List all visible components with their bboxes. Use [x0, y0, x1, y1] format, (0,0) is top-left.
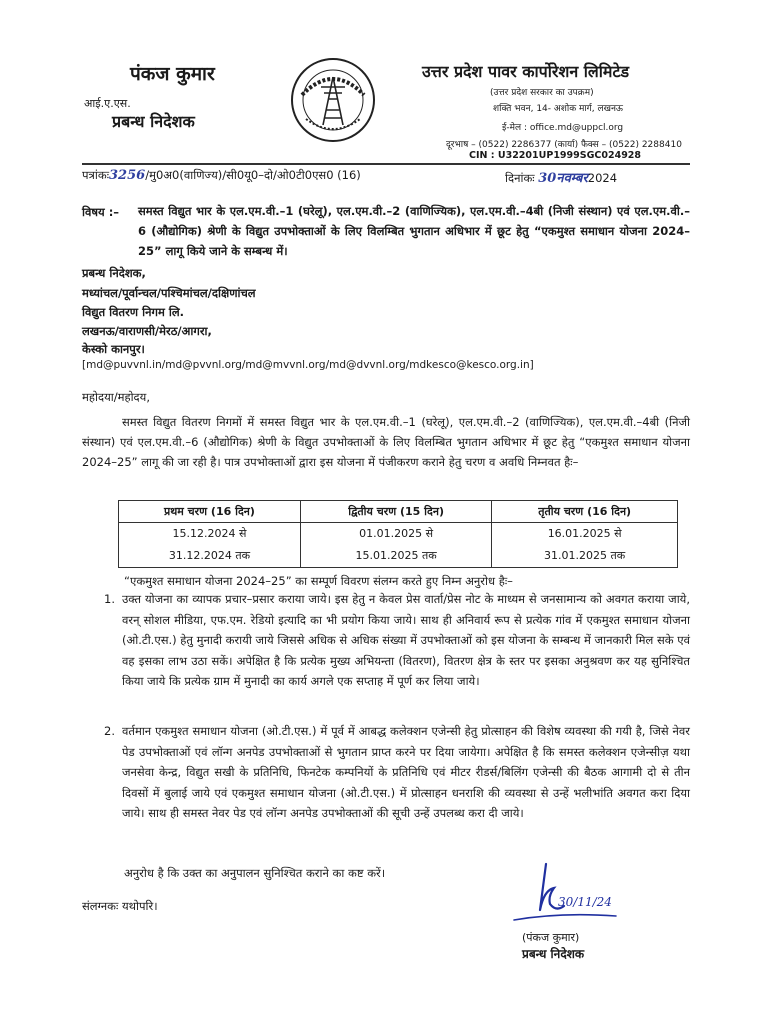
schedule-header-row — [119, 501, 678, 523]
power-tower-icon — [321, 77, 345, 125]
handwritten-signature — [510, 860, 620, 930]
list-item-2: वर्तमान एकमुश्त समाधान योजना (ओ.टी.एस.) में पूर्व में आबद्ध कलेक्शन एजेन्सी हेतु प्रोत्साहन की विशेष व्यवस्था की गयी है, जिसे नेवर पेड उपभोक्ताओं एवं लॉन्ग अनपेड उपभोक्ताओं से भुगतान प्राप्त करने पर दिया जायेगा। अपेक्षित है कि समस्त कलेक्शन एजेन्सीज़ यथा जनसेवा केन्द्र, विद्युत सखी के प्रतिनिधि, फिनटेक कम्पनियों के प्रतिनिधि एवं मीटर रीडर्स/बिलिंग एजेन्सी की बैठक आगामी दो से तीन दिवसों में बुलाई जाये एवं एकमुश्त समाधान योजना (ओ.टी.एस.) में प्रोत्साहन धनराशि की व्यवस्था से उन्हें भलीभांति अवगत करा दिया जाये। साथ ही समस्त नेवर पेड एवं लॉन्ग अनपेड उपभोक्ताओं की सूची उन्हें उपलब्ध करा दी जाये। — [122, 724, 690, 820]
subject-text: समस्त विद्युत भार के एल.एम.वी.–1 (घरेलू), एल.एम.वी.–2 (वाणिज्यिक), एल.एम.वी.–4बी (निजी संस्थान) एवं एल.एम.वी.– 6 (औद्योगिक) श्रेणी के विद्युत उपभोक्ताओं के लिए विलम्बित भुगतान अधिभार में छूट हेतु “एकमुश्त समाधान योजना 2024–25” लागू किये जाने के सम्बन्ध में। — [138, 204, 690, 258]
date-label: दिनांकः — [505, 171, 535, 185]
schedule-from-phase-3: 16.01.2025 से — [492, 523, 678, 546]
addressee-line-4: लखनऊ/वाराणसी/मेरठ/आगरा, — [82, 324, 212, 338]
organisation-subtitle: (उत्तर प्रदेश सरकार का उपक्रम) — [490, 88, 594, 98]
addressee-line-2: मध्यांचल/पूर्वान्चल/पश्चिमांचल/दक्षिणांचल — [82, 286, 256, 300]
schedule-header-phase-3: तृतीय चरण (16 दिन) — [492, 501, 678, 523]
header-divider — [82, 163, 690, 165]
date-handwritten: 30नवम्बर — [538, 171, 588, 186]
sender-service: आई.ए.एस. — [84, 97, 131, 110]
organisation-phone: दूरभाष – (0522) 2286377 (कार्या) फैक्स – (0522) 2288410 — [446, 140, 682, 150]
list-item-number-2: 2. — [104, 724, 115, 738]
enclosure-note: संलग्नकः यथोपरि। — [82, 899, 158, 913]
signatory-name: (पंकज कुमार) — [522, 931, 580, 944]
body-paragraph-1: समस्त विद्युत वितरण निगमों में समस्त विद्युत भार के एल.एम.वी.–1 (घरेलू), एल.एम.वी.–2 (वाणिज्यिक), एल.एम.वी.–4बी (निजी संस्थान) एवं एल.एम.वी.–6 (औद्योगिक) श्रेणी के विद्युत उपभोक्ताओं के लिए विलम्बित भुगतान अधिभार में छूट हेतु “एकमुश्त समाधान योजना 2024–25” लागू की जा रही है। पात्र उपभोक्ताओं द्वारा इस योजना में पंजीकरण कराने हेतु चरण व अवधि निम्नवत हैः– — [82, 415, 690, 469]
sender-name: पंकज कुमार — [130, 63, 215, 85]
addressee-line-1: प्रबन्ध निदेशक, — [82, 266, 146, 280]
salutation: महोदया/महोदय, — [82, 390, 150, 404]
schedule-table — [118, 500, 678, 568]
organisation-cin: CIN : U32201UP1999SGC024928 — [469, 150, 642, 161]
uppcl-logo — [288, 55, 378, 145]
signatory-designation: प्रबन्ध निदेशक — [522, 947, 585, 961]
schedule-from-row — [119, 523, 678, 546]
subject-label: विषय :– — [82, 205, 120, 219]
addressee-line-5: केस्को कानपुर। — [82, 342, 145, 356]
schedule-to-row — [119, 545, 678, 568]
schedule-to-phase-1: 31.12.2024 तक — [119, 545, 301, 568]
reference-label: पत्रांकः — [82, 168, 110, 182]
schedule-header-phase-2: द्वितीय चरण (15 दिन) — [300, 501, 491, 523]
organisation-name: उत्तर प्रदेश पावर कार्पोरेशन लिमिटेड — [422, 62, 630, 81]
reference-handwritten-number: 3256 — [109, 168, 146, 183]
schedule-from-phase-2: 01.01.2025 से — [300, 523, 491, 546]
request-line: अनुरोध है कि उक्त का अनुपालन सुनिश्चित कराने का कष्ट करें। — [124, 866, 386, 880]
body-paragraph-2: “एकमुश्त समाधान योजना 2024–25” का सम्पूर्ण विवरण संलग्न करते हुए निम्न अनुरोध हैः– — [124, 574, 513, 588]
schedule-from-phase-1: 15.12.2024 से — [119, 523, 301, 546]
schedule-to-phase-2: 15.01.2025 तक — [300, 545, 491, 568]
letter-date — [505, 168, 617, 186]
date-year: 2024 — [587, 171, 618, 185]
organisation-email: ई-मेल : office.md@uppcl.org — [502, 123, 624, 133]
addressee-emails: [md@puvvnl.in/md@pvvnl.org/md@mvvnl.org/md@dvvnl.org/mdkesco@kesco.org.in] — [82, 359, 534, 371]
schedule-to-phase-3: 31.01.2025 तक — [492, 545, 678, 568]
reference-code: /मु0अ0(वाणिज्य)/सी0यू0–दो/ओ0टी0एस0 (16) — [145, 168, 361, 182]
list-item-number-1: 1. — [104, 592, 115, 606]
list-item-1: उक्त योजना का व्यापक प्रचार–प्रसार कराया जाये। इस हेतु न केवल प्रेस वार्ता/प्रेस नोट के माध्यम से जनसामान्य को अवगत कराया जाये, वरन् सोशल मीडिया, एफ.एम. रेडियो इत्यादि का भी प्रयोग किया जाये। साथ ही अनिवार्य रूप से प्रत्येक गांव में एकमुश्त समाधान योजना (ओ.टी.एस.) हेतु मुनादी करायी जाये जिससे अधिक से अधिक संख्या में उपभोक्ताओं को इस योजना के सम्बन्ध में जानकारी मिल सके एवं वह इसका लाभ उठा सकें। अपेक्षित है कि प्रत्येक मुख्य अभियन्ता (वितरण), वितरण क्षेत्र के स्तर पर इसका अनुश्रवण कर यह सुनिश्चित किया जाये कि प्रत्येक ग्राम में मुनादी का कार्य अगले एक सप्ताह में पूर्ण कर लिया जाये। — [122, 592, 690, 688]
signature-date: 30/11/24 — [558, 895, 612, 909]
reference-number — [82, 168, 361, 183]
schedule-header-phase-1: प्रथम चरण (16 दिन) — [119, 501, 301, 523]
addressee-line-3: विद्युत वितरण निगम लि. — [82, 305, 184, 319]
sender-designation: प्रबन्ध निदेशक — [112, 112, 195, 131]
organisation-address: शक्ति भवन, 14- अशोक मार्ग, लखनऊ — [493, 104, 624, 114]
